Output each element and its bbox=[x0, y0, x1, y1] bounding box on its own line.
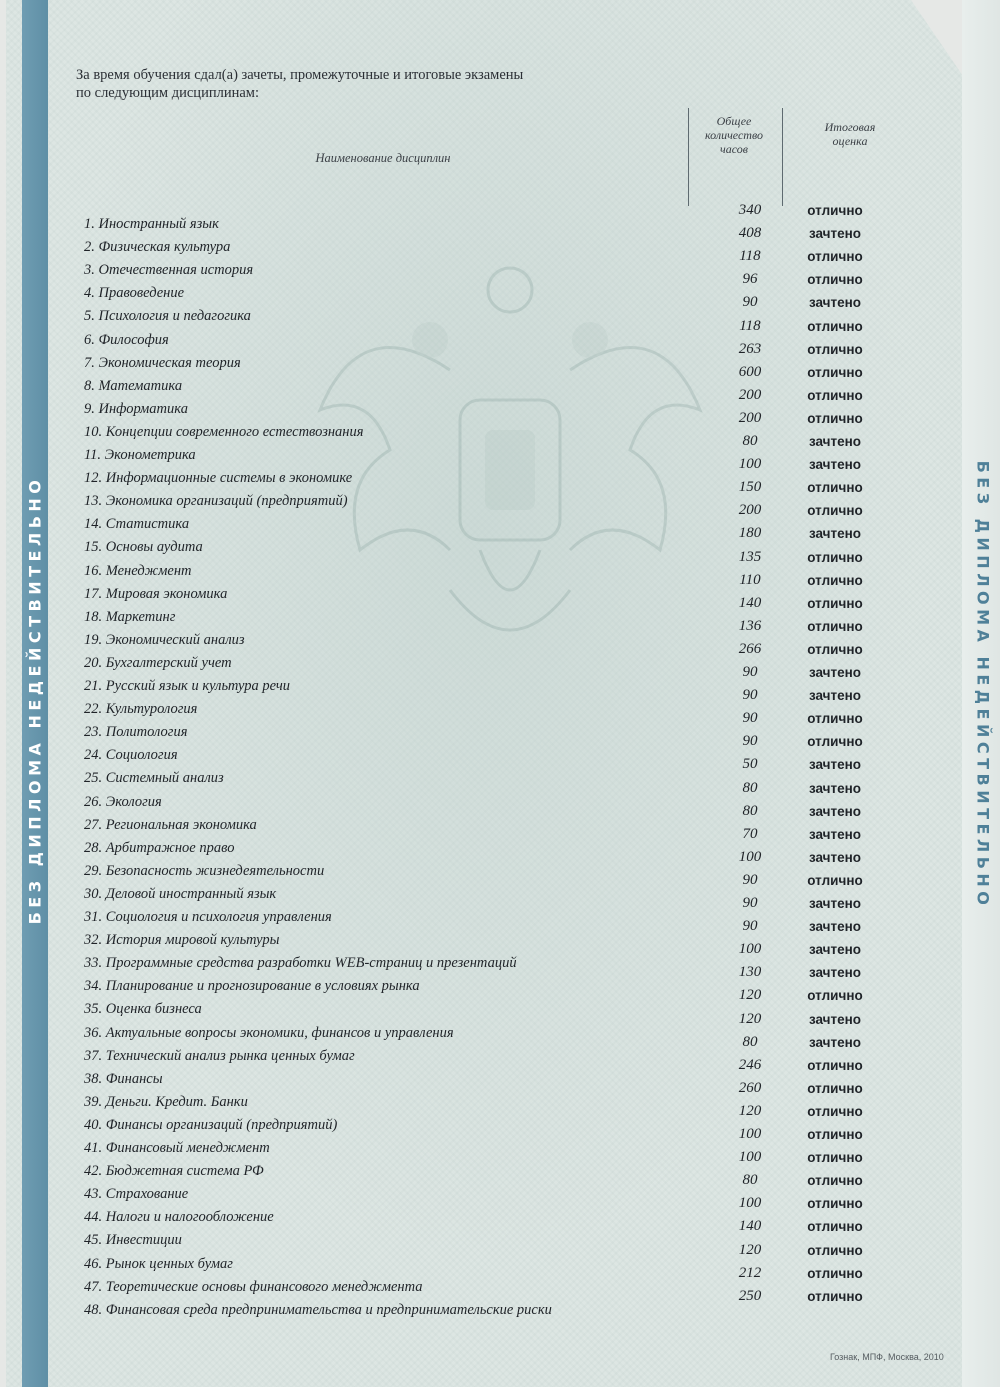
discipline-name: 11. Эконометрика bbox=[84, 447, 196, 463]
intro-line-2: по следующим дисциплинам: bbox=[76, 85, 259, 101]
discipline-grade: отлично bbox=[807, 549, 863, 565]
discipline-name: 35. Оценка бизнеса bbox=[84, 1001, 202, 1018]
discipline-grade: отлично bbox=[807, 1080, 863, 1096]
discipline-name: 4. Правоведение bbox=[84, 285, 185, 302]
discipline-name: 15. Основы аудита bbox=[84, 539, 203, 556]
discipline-name: 38. Финансы bbox=[84, 1070, 163, 1087]
discipline-hours: 212 bbox=[738, 1264, 762, 1281]
discipline-name: 26. Экология bbox=[84, 793, 162, 810]
discipline-grade: зачтено bbox=[808, 896, 862, 911]
discipline-hours: 80 bbox=[742, 1033, 758, 1050]
discipline-name: 16. Менеджмент bbox=[84, 562, 192, 579]
discipline-grade: отлично bbox=[807, 480, 863, 496]
discipline-grade: отлично bbox=[807, 503, 863, 519]
discipline-name: 10. Концепции современного естествознания bbox=[84, 423, 364, 440]
discipline-name: 42. Бюджетная система РФ bbox=[84, 1163, 264, 1180]
table-row bbox=[0, 1287, 1000, 1319]
discipline-grade: отлично bbox=[807, 364, 863, 380]
discipline-name: 33. Программные средства разработки WEB-страниц и презентаций bbox=[84, 955, 517, 972]
discipline-grade: зачтено bbox=[808, 919, 862, 935]
discipline-grade: зачтено bbox=[808, 295, 862, 311]
discipline-grade: отлично bbox=[807, 1057, 863, 1073]
discipline-hours: 80 bbox=[742, 1172, 758, 1189]
discipline-hours: 110 bbox=[739, 571, 761, 588]
discipline-name: 9. Информатика bbox=[84, 400, 188, 417]
discipline-grade: отлично bbox=[807, 410, 863, 426]
printer-imprint: Гознак, МПФ, Москва, 2010 bbox=[830, 1352, 944, 1362]
discipline-name: 28. Арбитражное право bbox=[84, 839, 235, 856]
header-hours-line-3: часов bbox=[720, 142, 748, 156]
discipline-hours: 100 bbox=[738, 941, 762, 958]
discipline-hours: 266 bbox=[738, 640, 762, 657]
discipline-hours: 180 bbox=[738, 525, 762, 542]
header-grade-line-1: Итоговая bbox=[824, 120, 876, 134]
discipline-name: 29. Безопасность жизнедеятельности bbox=[84, 862, 325, 879]
discipline-grade: зачтено bbox=[808, 942, 862, 958]
discipline-name: 44. Налоги и налогообложение bbox=[84, 1209, 274, 1226]
discipline-grade: отлично bbox=[807, 341, 863, 357]
discipline-hours: 96 bbox=[742, 271, 758, 288]
discipline-name: 19. Экономический анализ bbox=[84, 631, 245, 648]
discipline-name: 13. Экономика организаций (предприятий) bbox=[84, 493, 348, 510]
discipline-grade: отлично bbox=[807, 988, 863, 1004]
discipline-grade: отлично bbox=[807, 1219, 863, 1235]
discipline-hours: 90 bbox=[742, 733, 758, 750]
discipline-hours: 120 bbox=[738, 1010, 762, 1027]
discipline-hours: 120 bbox=[738, 987, 762, 1004]
discipline-name: 5. Психология и педагогика bbox=[84, 308, 251, 325]
discipline-name: 1. Иностранный язык bbox=[84, 216, 219, 232]
discipline-grade: отлично bbox=[807, 595, 863, 611]
discipline-grade: отлично bbox=[807, 1288, 863, 1304]
discipline-grade: отлично bbox=[807, 711, 863, 727]
discipline-name: 8. Математика bbox=[84, 377, 183, 394]
discipline-hours: 90 bbox=[742, 710, 758, 727]
discipline-grade: отлично bbox=[807, 387, 863, 403]
discipline-name: 22. Культурология bbox=[84, 701, 198, 718]
discipline-name: 48. Финансовая среда предпринимательства и предпринимательские риски bbox=[84, 1301, 552, 1318]
discipline-grade: отлично bbox=[807, 618, 863, 634]
discipline-grade: отлично bbox=[807, 1127, 863, 1142]
discipline-hours: 140 bbox=[738, 1218, 762, 1235]
discipline-grade: отлично bbox=[807, 318, 863, 334]
discipline-grade: отлично bbox=[807, 203, 863, 218]
discipline-hours: 100 bbox=[738, 1195, 762, 1212]
discipline-grade: зачтено bbox=[808, 665, 862, 680]
discipline-grade: отлично bbox=[807, 1173, 863, 1189]
discipline-hours: 200 bbox=[738, 502, 762, 519]
header-grade-line-2: оценка bbox=[832, 134, 868, 148]
discipline-hours: 260 bbox=[738, 1079, 762, 1096]
discipline-grade: зачтено bbox=[808, 1011, 862, 1027]
discipline-name: 14. Статистика bbox=[84, 516, 190, 533]
discipline-name: 32. История мировой культуры bbox=[84, 932, 280, 949]
discipline-hours: 340 bbox=[738, 202, 762, 218]
discipline-hours: 600 bbox=[738, 363, 762, 380]
header-discipline-name: Наименование дисциплин bbox=[315, 150, 451, 165]
discipline-grade: зачтено bbox=[808, 780, 862, 796]
discipline-name: 2. Физическая культура bbox=[84, 239, 231, 256]
discipline-name: 34. Планирование и прогнозирование в условиях рынка bbox=[84, 978, 420, 995]
discipline-hours: 100 bbox=[738, 1149, 762, 1166]
discipline-grade: отлично bbox=[807, 272, 863, 288]
header-divider-2 bbox=[782, 108, 783, 206]
discipline-hours: 90 bbox=[742, 664, 758, 680]
discipline-hours: 90 bbox=[742, 871, 758, 888]
discipline-grade: отлично bbox=[807, 1196, 863, 1212]
discipline-name: 36. Актуальные вопросы экономики, финансов и управления bbox=[84, 1024, 454, 1041]
discipline-name: 18. Маркетинг bbox=[84, 608, 176, 625]
discipline-hours: 50 bbox=[742, 756, 758, 773]
discipline-name: 31. Социология и психология управления bbox=[84, 909, 332, 925]
discipline-name: 27. Региональная экономика bbox=[84, 816, 257, 833]
header-final-grade bbox=[790, 110, 910, 206]
discipline-hours: 100 bbox=[738, 456, 762, 473]
header-hours-line-1: Общее bbox=[716, 114, 752, 128]
discipline-grade: отлично bbox=[807, 1265, 863, 1281]
discipline-hours: 80 bbox=[742, 802, 758, 819]
header-hours-line-2: количество bbox=[704, 128, 764, 142]
discipline-name: 47. Теоретические основы финансового менеджмента bbox=[84, 1278, 423, 1295]
discipline-hours: 200 bbox=[738, 386, 762, 403]
discipline-grade: зачтено bbox=[808, 688, 862, 704]
header-divider-1 bbox=[688, 108, 689, 206]
discipline-name: 7. Экономическая теория bbox=[84, 354, 241, 371]
discipline-hours: 150 bbox=[738, 479, 762, 496]
discipline-name: 37. Технический анализ рынка ценных бумаг bbox=[84, 1047, 355, 1064]
discipline-hours: 90 bbox=[742, 687, 758, 704]
discipline-grade: зачтено bbox=[808, 1034, 862, 1050]
discipline-grade: зачтено bbox=[808, 526, 862, 542]
discipline-hours: 100 bbox=[738, 1126, 762, 1142]
discipline-name: 3. Отечественная история bbox=[84, 262, 254, 279]
discipline-grade: зачтено bbox=[808, 434, 862, 449]
discipline-grade: зачтено bbox=[808, 457, 862, 473]
discipline-name: 30. Деловой иностранный язык bbox=[84, 885, 277, 902]
discipline-name: 20. Бухгалтерский учет bbox=[84, 654, 232, 671]
discipline-hours: 70 bbox=[742, 825, 758, 842]
discipline-grade: зачтено bbox=[808, 226, 862, 242]
discipline-name: 6. Философия bbox=[84, 331, 169, 348]
discipline-grade: зачтено bbox=[808, 965, 862, 981]
intro-text bbox=[76, 66, 676, 102]
discipline-hours: 263 bbox=[738, 340, 762, 357]
discipline-grade: отлично bbox=[807, 872, 863, 888]
right-vertical-text: БЕЗ ДИПЛОМА НЕДЕЙСТВИТЕЛЬНО bbox=[973, 460, 993, 910]
discipline-name: 17. Мировая экономика bbox=[84, 585, 228, 602]
discipline-hours: 130 bbox=[738, 964, 762, 981]
discipline-name: 23. Политология bbox=[84, 724, 188, 741]
discipline-grade: отлично bbox=[807, 734, 863, 750]
discipline-name: 46. Рынок ценных бумаг bbox=[84, 1255, 233, 1272]
discipline-name: 21. Русский язык и культура речи bbox=[84, 678, 291, 694]
discipline-grade: отлично bbox=[807, 572, 863, 588]
discipline-hours: 100 bbox=[738, 848, 762, 865]
discipline-hours: 80 bbox=[742, 433, 758, 449]
discipline-hours: 200 bbox=[738, 409, 762, 426]
discipline-hours: 90 bbox=[742, 918, 758, 935]
discipline-grade: отлично bbox=[807, 1150, 863, 1166]
discipline-hours: 140 bbox=[738, 594, 762, 611]
intro-line-1: За время обучения сдал(а) зачеты, промежуточные и итоговые экзамены bbox=[76, 67, 524, 83]
discipline-name: 24. Социология bbox=[84, 747, 178, 764]
discipline-name: 43. Страхование bbox=[84, 1186, 189, 1203]
discipline-name: 12. Информационные системы в экономике bbox=[84, 470, 353, 487]
discipline-hours: 408 bbox=[738, 225, 762, 242]
discipline-hours: 90 bbox=[742, 895, 758, 911]
discipline-hours: 120 bbox=[738, 1241, 762, 1258]
discipline-hours: 246 bbox=[738, 1056, 762, 1073]
discipline-hours: 118 bbox=[739, 317, 761, 334]
left-vertical-text: БЕЗ ДИПЛОМА НЕДЕЙСТВИТЕЛЬНО bbox=[25, 475, 45, 925]
discipline-hours: 118 bbox=[739, 248, 761, 265]
discipline-grade: отлично bbox=[807, 641, 863, 657]
discipline-grade: зачтено bbox=[808, 757, 862, 773]
discipline-grade: зачтено bbox=[808, 826, 862, 842]
discipline-hours: 90 bbox=[742, 294, 758, 311]
discipline-name: 39. Деньги. Кредит. Банки bbox=[84, 1093, 248, 1110]
discipline-hours: 80 bbox=[742, 779, 758, 796]
discipline-hours: 250 bbox=[738, 1287, 762, 1304]
discipline-hours: 136 bbox=[738, 617, 762, 634]
discipline-name: 25. Системный анализ bbox=[84, 770, 224, 787]
discipline-hours: 135 bbox=[738, 548, 762, 565]
discipline-grade: отлично bbox=[807, 1103, 863, 1119]
discipline-grade: отлично bbox=[807, 249, 863, 265]
discipline-hours: 120 bbox=[738, 1102, 762, 1119]
header-total-hours bbox=[690, 110, 778, 206]
discipline-grade: зачтено bbox=[808, 803, 862, 819]
discipline-name: 41. Финансовый менеджмент bbox=[84, 1140, 270, 1156]
discipline-name: 45. Инвестиции bbox=[84, 1232, 182, 1249]
discipline-name: 40. Финансы организаций (предприятий) bbox=[84, 1116, 338, 1133]
discipline-grade: отлично bbox=[807, 1242, 863, 1258]
discipline-grade: зачтено bbox=[808, 849, 862, 865]
